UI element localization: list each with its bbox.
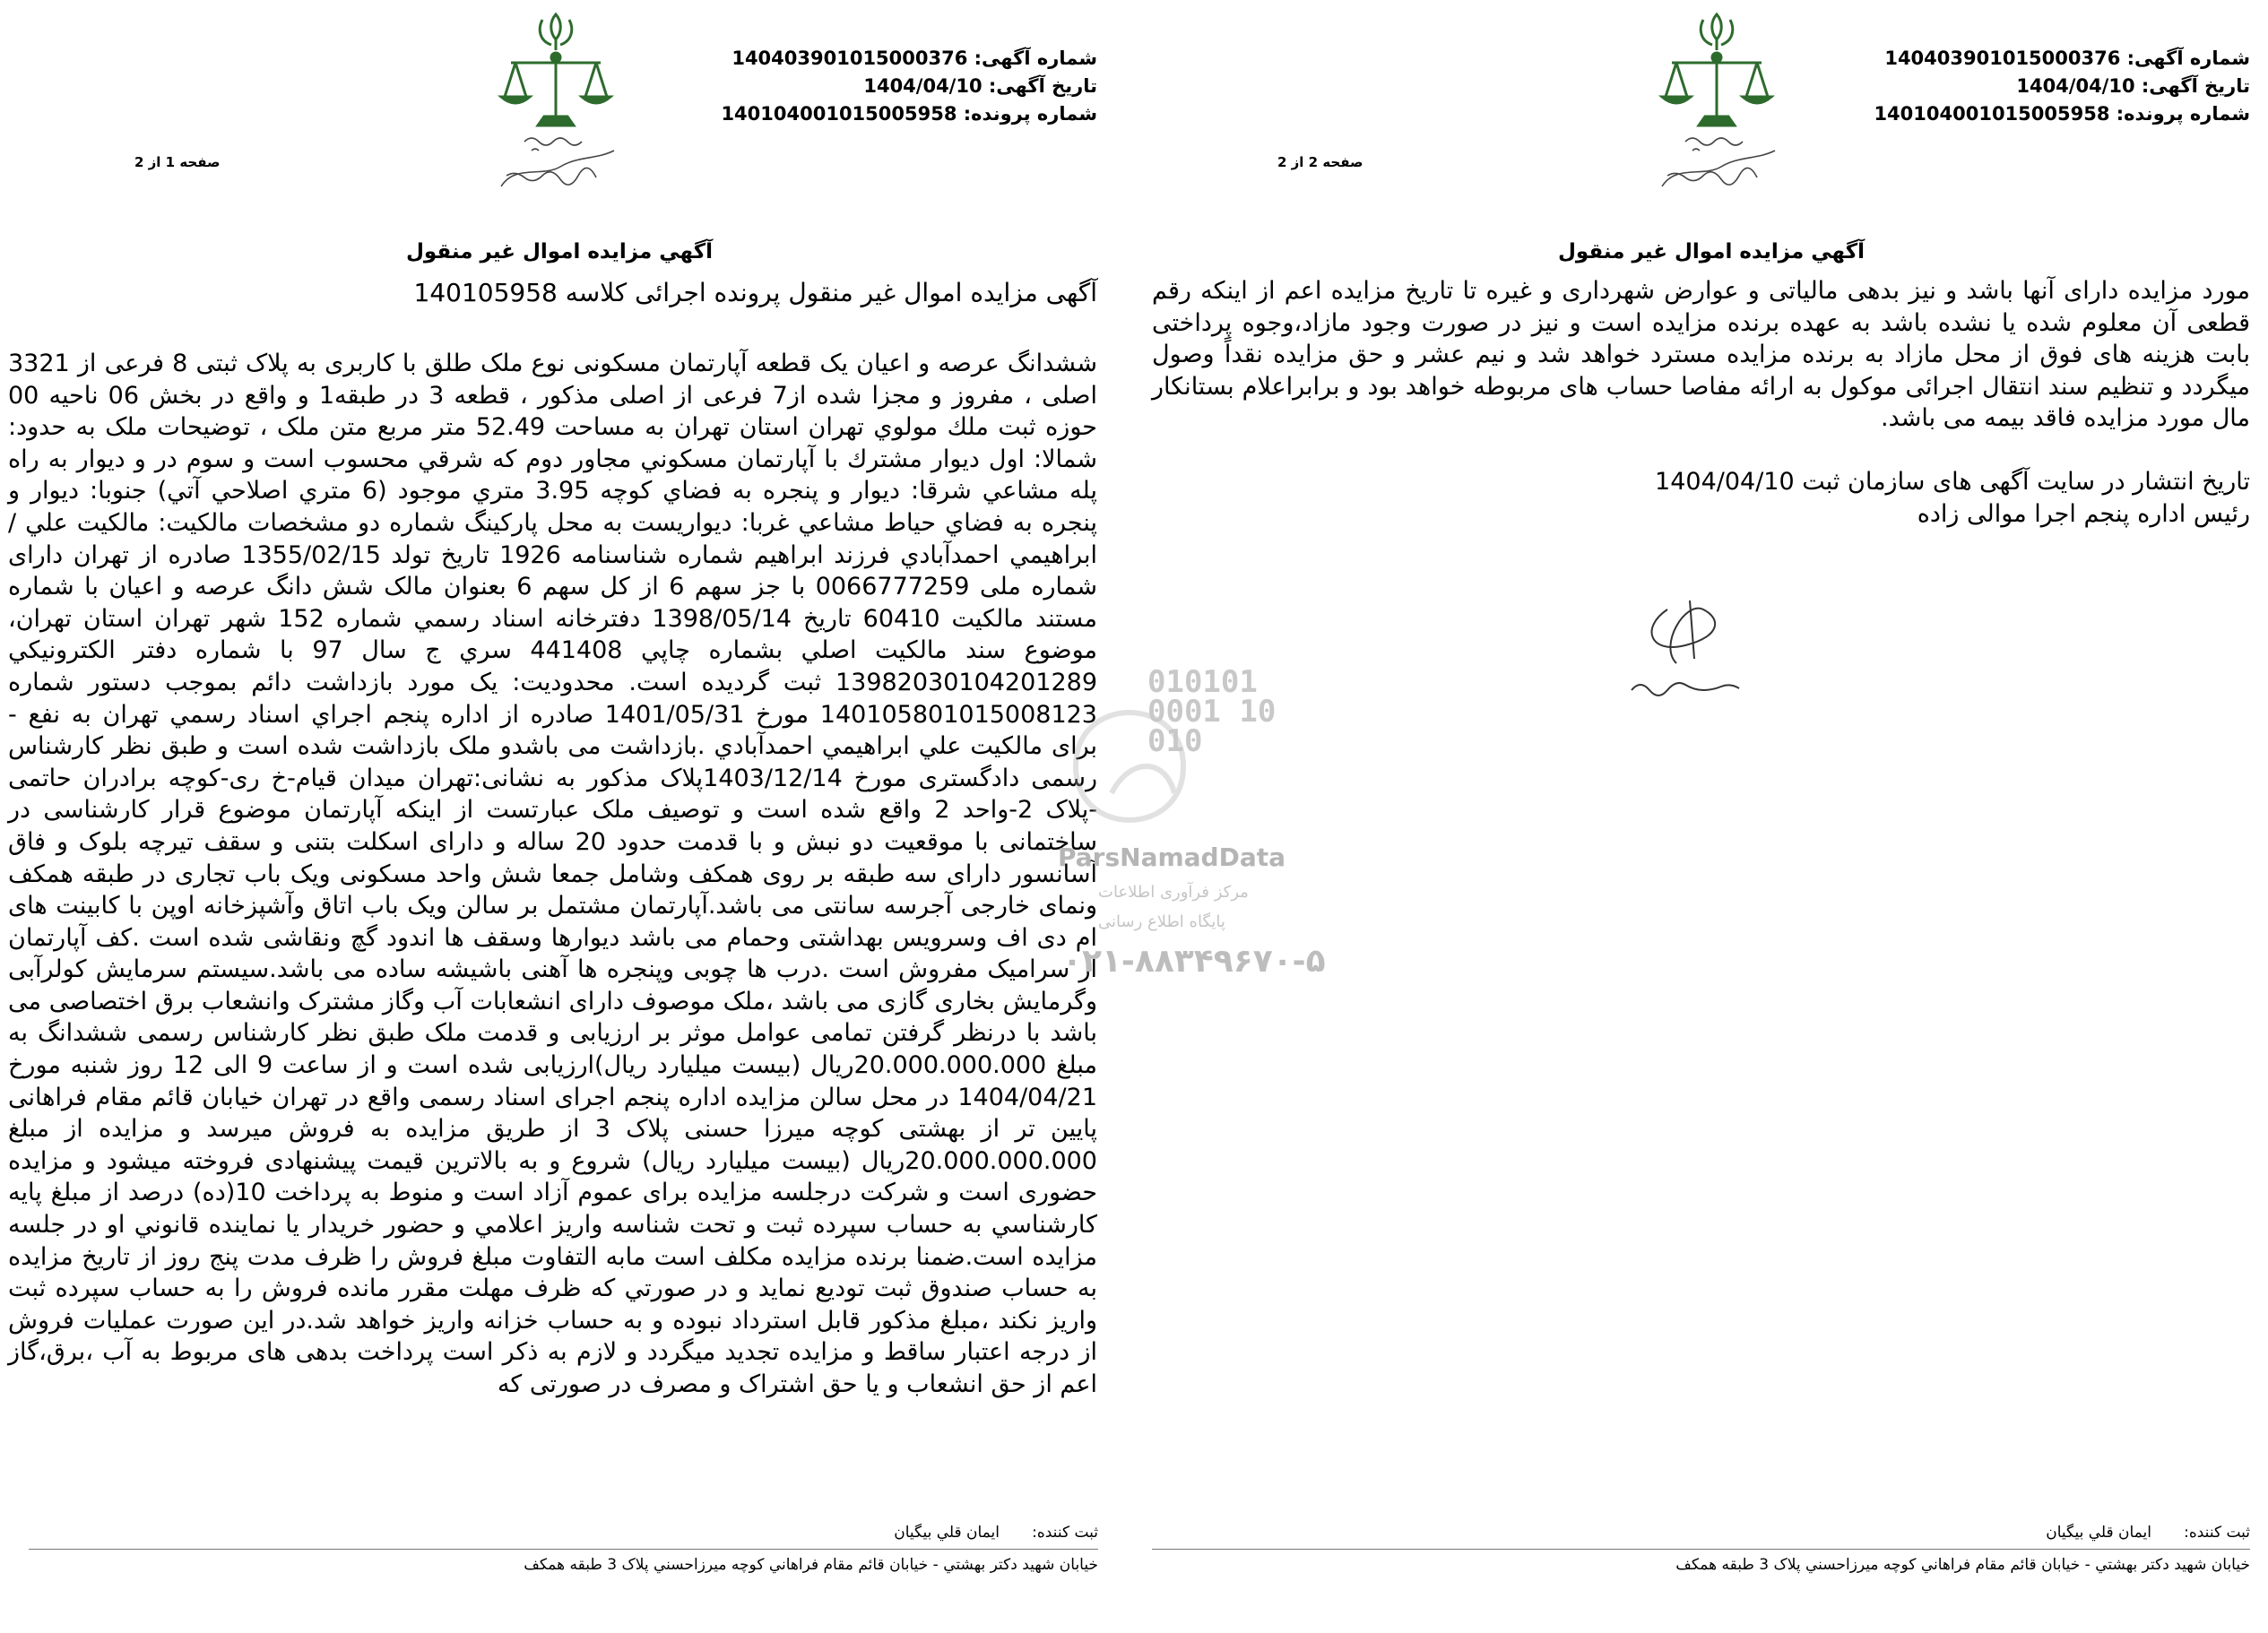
notice-date: تاریخ آگهی: 1404/04/10 [863,75,1097,97]
file-number: شماره پرونده: 140104001015005958 [1874,103,2250,125]
publish-line: تاریخ انتشار در سایت آگهی های سازمان ثبت 1404/04/10 [1655,468,2250,496]
signature-icon [1605,592,1766,708]
watermark-subtitle-2: پایگاه اطلاع رسانی [1098,912,1225,931]
watermark-subtitle: مرکز فرآوری اطلاعات [1098,883,1249,902]
page-number: صفحه 2 از 2 [1277,154,1363,170]
page-title: آگهي مزايده اموال غير منقول [1557,240,1865,264]
notice-number: شماره آگهی: 140403901015000376 [1884,48,2250,69]
footer-rule [1152,1549,2250,1550]
header-meta [1874,45,2250,128]
watermark-phone: ۰۲۱-۸۸۳۴۹۶۷۰-۵ [1062,943,1326,980]
registrant-address: خيابان شهيد دكتر بهشتي - خيابان قائم مقام فراهاني كوچه ميرزاحسني پلاک 3 طبقه همکف [1675,1556,2250,1574]
notice-body: ششدانگ عرصه و اعیان یک قطعه آپارتمان مسکونی نوع ملک طلق با کاربری به پلاک ثبتی 8 فرعی از 3321 اصلی ، مفروز و مجزا شده از7 فرعی از اصلی مذکور ، قطعه 3 در طبقه1 و واقع در بخش 06 ناحیه 00 حوزه ثبت ملك مولوي تهران استان تهران به مساحت 52.49 متر مربع متن ملک ، توضیحات ملک به حدود: شمالا: اول ديوار مشترك با آپارتمان مسكوني مجاور دوم كه شرقي محسوب است و سوم در و ديوار به راه پله مشاعي شرقا: ديوار و پنجره به فضاي كوچه 3.95 متري موجود (6 متري اصلاحي آتي) جنوبا: ديوار و پنجره به فضاي حياط مشاعي غربا: ديواريست به محل پاركينگ شماره دو مشخصات مالکیت: مالكيت علي / ابراهيمي احمدآبادي فرزند ابراهيم شماره شناسنامه 1926 تاريخ تولد 1355/02/15 صادره از تهران دارای شماره ملی 0066777259 با جز سهم 6 از کل سهم 6 بعنوان مالک شش دانگ عرصه و اعیان با شماره مستند مالكيت 60410 تاريخ 1398/05/14 دفترخانه اسناد رسمي شماره 152 شهر تهران استان تهران، موضوع سند مالکیت اصلي بشماره چاپي 441408 سري ج سال 97 با شماره دفتر الكترونيكي 13982030104201289 ثبت گرديده است. محدودیت: یک مورد بازداشت دائم بموجب دستور شماره 140105801015008123 مورخ 1401/05/31 صادره از اداره پنجم اجراي اسناد رسمي تهران به نفع - برای مالكيت علي ابراهيمي احمدآبادي .بازداشت می باشدو ملک بازداشت شده است و طبق نظر کارشناس رسمی دادگستری مورخ 1403/12/14پلاک مذکور به نشانی:تهران میدان قیام-خ ری-کوچه برادران حاتمی -پلاک 2-واحد 2 واقع شده است و توصیف ملک عبارتست از اینکه آپارتمان موضوع قرار کارشناسی در ساختمانی با موقعیت دو نبش و با قدمت حدود 20 ساله و دارای اسکلت بتنی و سقف تیرچه بلوک و فاق آسانسور دارای سه طبقه بر روی همکف وشامل جمعا شش واحد مسکونی ویک باب تجاری در طبقه همکف ونمای خارجی آجرسه سانتی می باشد.آپارتمان مشتمل بر سالن ویک باب اتاق وآشپزخانه اوپن با کابینت های ام دی اف وسرویس بهداشتی وحمام می باشد دیوارها وسقف ها اندود گچ ونقاشی شده است .کف آپارتمان از سرامیک مفروش است .درب ها چوبی وپنجره ها آهنی باشیشه ساده می باشد.سیستم سرمایش کولرآبی وگرمایش بخاری گازی می باشد ،ملک موصوف دارای انشعابات آب وگاز مشترک وانشعاب برق اختصاصی می باشد با درنظر گرفتن تمامی عوامل موثر بر ارزیابی و قدمت ملک طبق نظر کارشناس رسمی ششدانگ به مبلغ 20.000.000.000ریال (بیست میلیارد ریال)ارزیابی شده است و از ساعت 9 الی 12 روز شنبه مورخ 1404/04/21 در محل سالن مزایده اداره پنجم اجرای اسناد رسمی واقع در تهران خیابان قائم مقام فراهانی پایین تر از بهشتی کوچه میرزا حسنی پلاک 3 از طریق مزایده به فروش میرسد و مزایده از مبلغ 20.000.000.000ریال (بیست میلیارد ریال) شروع و به بالاترین قیمت پیشنهادی فروخته میشود و مزایده حضوری است و شرکت درجلسه مزایده برای عموم آزاد است و منوط به پرداخت 10(ده) درصد از مبلغ پایه کارشناسي به حساب سپرده ثبت و تحت شناسه واريز اعلامي و حضور خريدار يا نماينده قانوني او در جلسه مزايده است.ضمنا برنده مزايده مكلف است مابه التفاوت مبلغ فروش را ظرف مدت پنج روز از تاريخ مزايده به حساب صندوق ثبت توديع نمايد و در صورتي كه ظرف مهلت مقرر مانده فروش را به حساب سپرده ثبت واريز نكند ،مبلغ مذكور قابل استرداد نبوده و به حساب خزانه واريز خواهد شد.در این صورت عملیات فروش از درجه اعتبار ساقط و مزایده تجدید میگردد و لازم به ذکر است پرداخت بدهی های مربوط به آب ،برق،گاز اعم از حق انشعاب و یا حق اشتراک و مصرف در صورتی که [8,350,1098,1398]
file-number: شماره پرونده: 140104001015005958 [721,103,1097,125]
page-number: صفحه 1 از 2 [134,154,221,170]
footer [1152,1524,2250,1577]
judiciary-scales-emblem-icon [489,7,623,195]
registrant-name: ايمان قلي بيگيان [894,1524,1000,1542]
watermark-brand: ParsNamadData [1058,842,1285,872]
registrant-label: ثبت کننده: [2184,1524,2250,1542]
page-title: آگهي مزايده اموال غير منقول [405,240,713,264]
registrant-name: ايمان قلي بيگيان [2046,1524,2151,1542]
footer-rule [29,1549,1098,1550]
notice-subtitle: آگهی مزایده اموال غیر منقول پرونده اجرائی کلاسه 140105958 [413,278,1097,307]
header-meta [721,45,1097,128]
watermark-digits: 010101 0001 10 010 [1147,664,1277,759]
signer-title: رئیس اداره پنجم اجرا موالی زاده [1917,500,2250,528]
notice-date: تاریخ آگهی: 1404/04/10 [2016,75,2250,97]
notice-body: مورد مزایده دارای آنها باشد و نیز بدهی مالیاتی و عوارض شهرداری و غیره تا تاریخ مزایده اعم از اینکه رقم قطعی آن معلوم شده یا نشده باشد به عهده برنده مزایده است و نیز در صورت وجود مازاد،وجوه پرداختی بابت هزینه های فوق از محل مازاد به برنده مزایده مسترد خواهد شد و نیم عشر و حق مزایده نقداً وصول میگردد و تنظیم سند انتقال اجرائی موکول به ارائه مفاصا حساب های مربوطه خواهد بود و برابراعلام بستانکار مال مورد مزایده فاقد بیمه می باشد. [1152,277,2250,433]
judiciary-scales-emblem-icon [1649,7,1784,195]
registrant-address: خيابان شهيد دكتر بهشتي - خيابان قائم مقام فراهاني كوچه ميرزاحسني پلاک 3 طبقه همکف [524,1556,1098,1574]
notice-page-1 [0,0,1107,1633]
registrant-label: ثبت کننده: [1032,1524,1098,1542]
footer [0,1524,1098,1577]
notice-number: شماره آگهی: 140403901015000376 [731,48,1097,69]
